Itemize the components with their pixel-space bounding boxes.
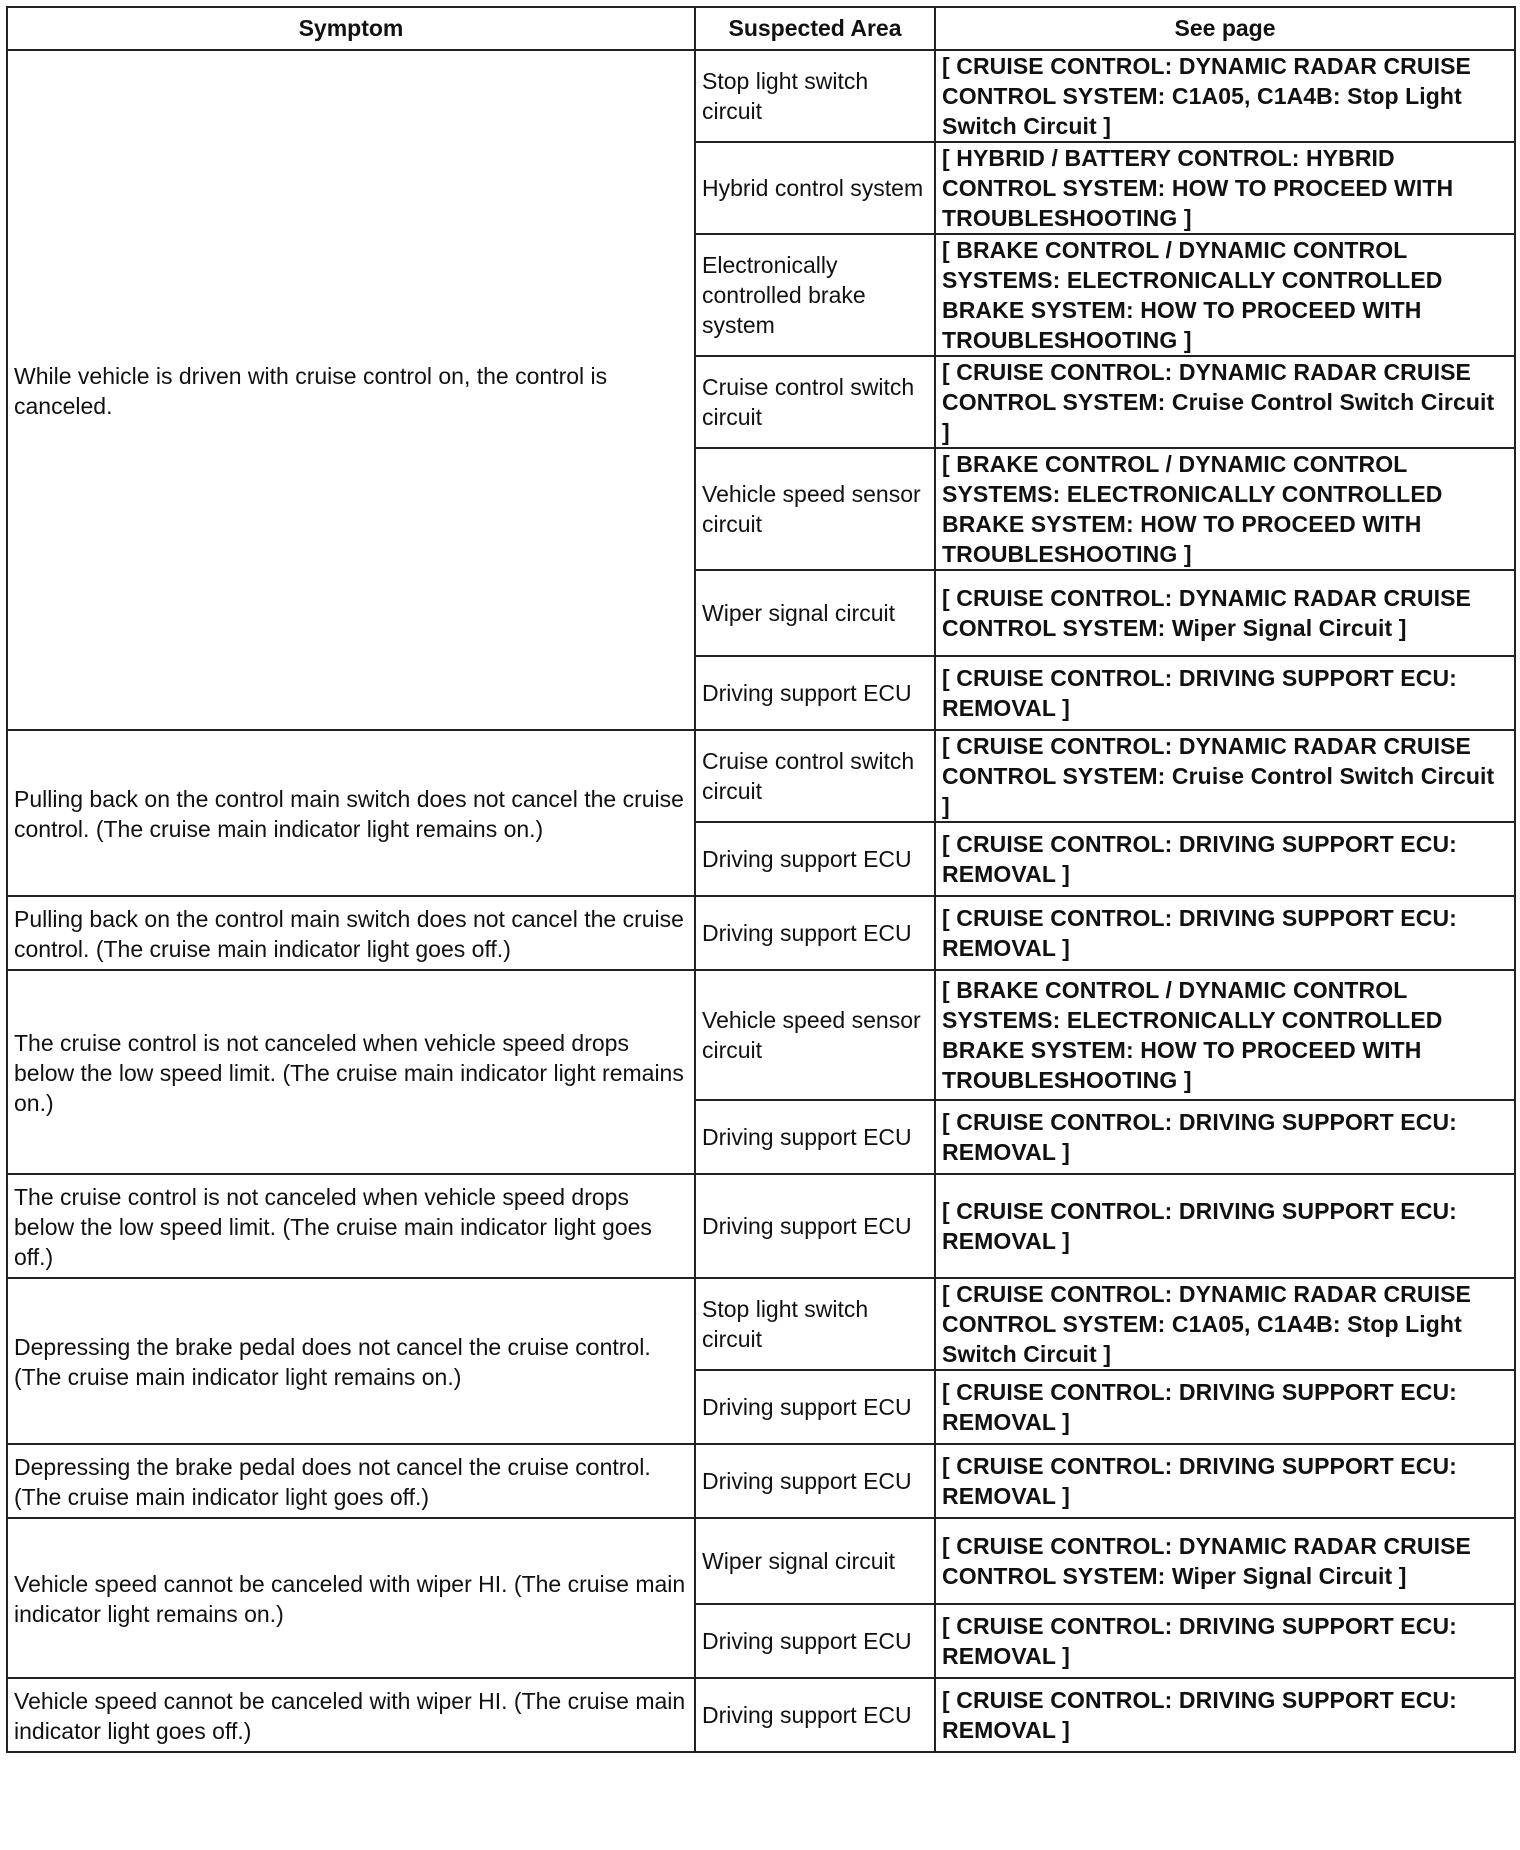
table-row bbox=[7, 50, 1515, 142]
symptom-cell: Vehicle speed cannot be canceled with wiper HI. (The cruise main indicator light remains on.) bbox=[7, 1518, 695, 1678]
symptom-cell: Pulling back on the control main switch does not cancel the cruise control. (The cruise main indicator light goes off.) bbox=[7, 896, 695, 970]
header-symptom: Symptom bbox=[7, 7, 695, 50]
header-suspected-area: Suspected Area bbox=[695, 7, 935, 50]
suspected-area-cell: Driving support ECU bbox=[695, 896, 935, 970]
symptom-cell: While vehicle is driven with cruise control on, the control is canceled. bbox=[7, 50, 695, 730]
table-body bbox=[7, 50, 1515, 1752]
symptom-cell: Depressing the brake pedal does not cancel the cruise control. (The cruise main indicator light goes off.) bbox=[7, 1444, 695, 1518]
suspected-area-cell: Driving support ECU bbox=[695, 1100, 935, 1174]
see-page-link[interactable]: [ CRUISE CONTROL: DRIVING SUPPORT ECU: REMOVAL ] bbox=[935, 656, 1515, 730]
symptom-cell: Depressing the brake pedal does not cancel the cruise control. (The cruise main indicator light remains on.) bbox=[7, 1278, 695, 1444]
table-row bbox=[7, 730, 1515, 822]
suspected-area-cell: Vehicle speed sensor circuit bbox=[695, 970, 935, 1100]
suspected-area-cell: Hybrid control system bbox=[695, 142, 935, 234]
see-page-link[interactable]: [ CRUISE CONTROL: DYNAMIC RADAR CRUISE CONTROL SYSTEM: C1A05, C1A4B: Stop Light Switch Circuit ] bbox=[935, 1278, 1515, 1370]
table-row bbox=[7, 1444, 1515, 1518]
table-row bbox=[7, 1278, 1515, 1370]
suspected-area-cell: Driving support ECU bbox=[695, 1678, 935, 1752]
symptom-cell: The cruise control is not canceled when vehicle speed drops below the low speed limit. (The cruise main indicator light remains on.) bbox=[7, 970, 695, 1174]
suspected-area-cell: Vehicle speed sensor circuit bbox=[695, 448, 935, 570]
see-page-link[interactable]: [ CRUISE CONTROL: DYNAMIC RADAR CRUISE CONTROL SYSTEM: Cruise Control Switch Circuit ] bbox=[935, 356, 1515, 448]
see-page-link[interactable]: [ CRUISE CONTROL: DRIVING SUPPORT ECU: REMOVAL ] bbox=[935, 1370, 1515, 1444]
suspected-area-cell: Driving support ECU bbox=[695, 822, 935, 896]
table-row bbox=[7, 896, 1515, 970]
table-row bbox=[7, 1678, 1515, 1752]
see-page-link[interactable]: [ CRUISE CONTROL: DYNAMIC RADAR CRUISE CONTROL SYSTEM: Cruise Control Switch Circuit ] bbox=[935, 730, 1515, 822]
symptom-cell: Vehicle speed cannot be canceled with wiper HI. (The cruise main indicator light goes off.) bbox=[7, 1678, 695, 1752]
see-page-link[interactable]: [ HYBRID / BATTERY CONTROL: HYBRID CONTROL SYSTEM: HOW TO PROCEED WITH TROUBLESHOOTING ] bbox=[935, 142, 1515, 234]
see-page-link[interactable]: [ CRUISE CONTROL: DYNAMIC RADAR CRUISE CONTROL SYSTEM: Wiper Signal Circuit ] bbox=[935, 570, 1515, 656]
suspected-area-cell: Driving support ECU bbox=[695, 1174, 935, 1278]
suspected-area-cell: Driving support ECU bbox=[695, 1604, 935, 1678]
see-page-link[interactable]: [ BRAKE CONTROL / DYNAMIC CONTROL SYSTEMS: ELECTRONICALLY CONTROLLED BRAKE SYSTEM: HOW TO PROCEED WITH TROUBLESHOOTING ] bbox=[935, 234, 1515, 356]
table-row bbox=[7, 1174, 1515, 1278]
header-see-page: See page bbox=[935, 7, 1515, 50]
see-page-link[interactable]: [ CRUISE CONTROL: DRIVING SUPPORT ECU: REMOVAL ] bbox=[935, 1604, 1515, 1678]
suspected-area-cell: Stop light switch circuit bbox=[695, 1278, 935, 1370]
header-row bbox=[7, 7, 1515, 50]
suspected-area-cell: Electronically controlled brake system bbox=[695, 234, 935, 356]
see-page-link[interactable]: [ CRUISE CONTROL: DRIVING SUPPORT ECU: REMOVAL ] bbox=[935, 1100, 1515, 1174]
suspected-area-cell: Driving support ECU bbox=[695, 1444, 935, 1518]
see-page-link[interactable]: [ CRUISE CONTROL: DYNAMIC RADAR CRUISE CONTROL SYSTEM: C1A05, C1A4B: Stop Light Switch Circuit ] bbox=[935, 50, 1515, 142]
suspected-area-cell: Cruise control switch circuit bbox=[695, 356, 935, 448]
problem-symptoms-table bbox=[6, 6, 1516, 1753]
see-page-link[interactable]: [ CRUISE CONTROL: DRIVING SUPPORT ECU: REMOVAL ] bbox=[935, 1678, 1515, 1752]
suspected-area-cell: Cruise control switch circuit bbox=[695, 730, 935, 822]
table-row bbox=[7, 970, 1515, 1100]
suspected-area-cell: Wiper signal circuit bbox=[695, 1518, 935, 1604]
see-page-link[interactable]: [ CRUISE CONTROL: DRIVING SUPPORT ECU: REMOVAL ] bbox=[935, 1174, 1515, 1278]
see-page-link[interactable]: [ CRUISE CONTROL: DRIVING SUPPORT ECU: REMOVAL ] bbox=[935, 896, 1515, 970]
see-page-link[interactable]: [ BRAKE CONTROL / DYNAMIC CONTROL SYSTEMS: ELECTRONICALLY CONTROLLED BRAKE SYSTEM: HOW TO PROCEED WITH TROUBLESHOOTING ] bbox=[935, 970, 1515, 1100]
suspected-area-cell: Stop light switch circuit bbox=[695, 50, 935, 142]
see-page-link[interactable]: [ BRAKE CONTROL / DYNAMIC CONTROL SYSTEMS: ELECTRONICALLY CONTROLLED BRAKE SYSTEM: HOW TO PROCEED WITH TROUBLESHOOTING ] bbox=[935, 448, 1515, 570]
see-page-link[interactable]: [ CRUISE CONTROL: DYNAMIC RADAR CRUISE CONTROL SYSTEM: Wiper Signal Circuit ] bbox=[935, 1518, 1515, 1604]
suspected-area-cell: Driving support ECU bbox=[695, 1370, 935, 1444]
see-page-link[interactable]: [ CRUISE CONTROL: DRIVING SUPPORT ECU: REMOVAL ] bbox=[935, 1444, 1515, 1518]
see-page-link[interactable]: [ CRUISE CONTROL: DRIVING SUPPORT ECU: REMOVAL ] bbox=[935, 822, 1515, 896]
symptom-cell: The cruise control is not canceled when vehicle speed drops below the low speed limit. (The cruise main indicator light goes off.) bbox=[7, 1174, 695, 1278]
suspected-area-cell: Wiper signal circuit bbox=[695, 570, 935, 656]
troubleshooting-table-wrapper bbox=[6, 6, 1514, 1753]
suspected-area-cell: Driving support ECU bbox=[695, 656, 935, 730]
table-row bbox=[7, 1518, 1515, 1604]
symptom-cell: Pulling back on the control main switch does not cancel the cruise control. (The cruise main indicator light remains on.) bbox=[7, 730, 695, 896]
